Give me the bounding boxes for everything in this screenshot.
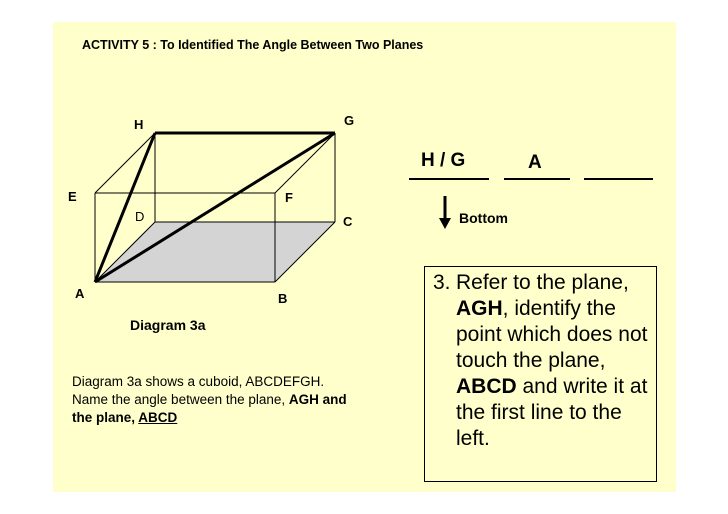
description-part: Diagram 3a shows a cuboid, ABCDEFGH. Name the angle between the plane, <box>72 374 325 407</box>
vertex-label-e: E <box>68 189 77 204</box>
down-arrow <box>439 196 451 229</box>
question-part-2: , identify the point which does not touch the plane, <box>456 297 648 372</box>
answer-line-1 <box>409 178 489 180</box>
question-part-1: Refer to the plane, <box>456 271 629 294</box>
question-abcd: ABCD <box>456 375 517 398</box>
vertex-label-c: C <box>343 214 353 229</box>
vertex-label-g: G <box>344 113 355 128</box>
answer-blank-2-text: A <box>528 152 542 173</box>
vertex-label-h: H <box>134 117 144 132</box>
description-abcd: ABCD <box>138 410 178 425</box>
question-number: 3. <box>433 271 451 294</box>
diagram-caption: Diagram 3a <box>130 317 206 333</box>
question-agh: AGH <box>456 297 503 320</box>
question-text <box>456 270 661 452</box>
answer-blank-1-text: H / G <box>421 150 466 171</box>
description-agh: AGH and the plane, <box>72 392 347 425</box>
vertex-label-b: B <box>278 291 288 306</box>
answer-line-3 <box>584 178 653 180</box>
answer-line-2 <box>504 178 570 180</box>
vertex-label-a: A <box>75 286 85 301</box>
edge-eh <box>95 133 155 193</box>
vertex-label-f: F <box>285 190 293 205</box>
vertex-label-d: D <box>135 209 145 224</box>
question-part-3: and write it at the first line to the left. <box>456 375 648 450</box>
description-text <box>72 373 362 427</box>
activity-title: ACTIVITY 5 : To Identified The Angle Between Two Planes <box>82 38 424 52</box>
bottom-label: Bottom <box>459 210 508 226</box>
plane-abcd <box>95 222 335 282</box>
